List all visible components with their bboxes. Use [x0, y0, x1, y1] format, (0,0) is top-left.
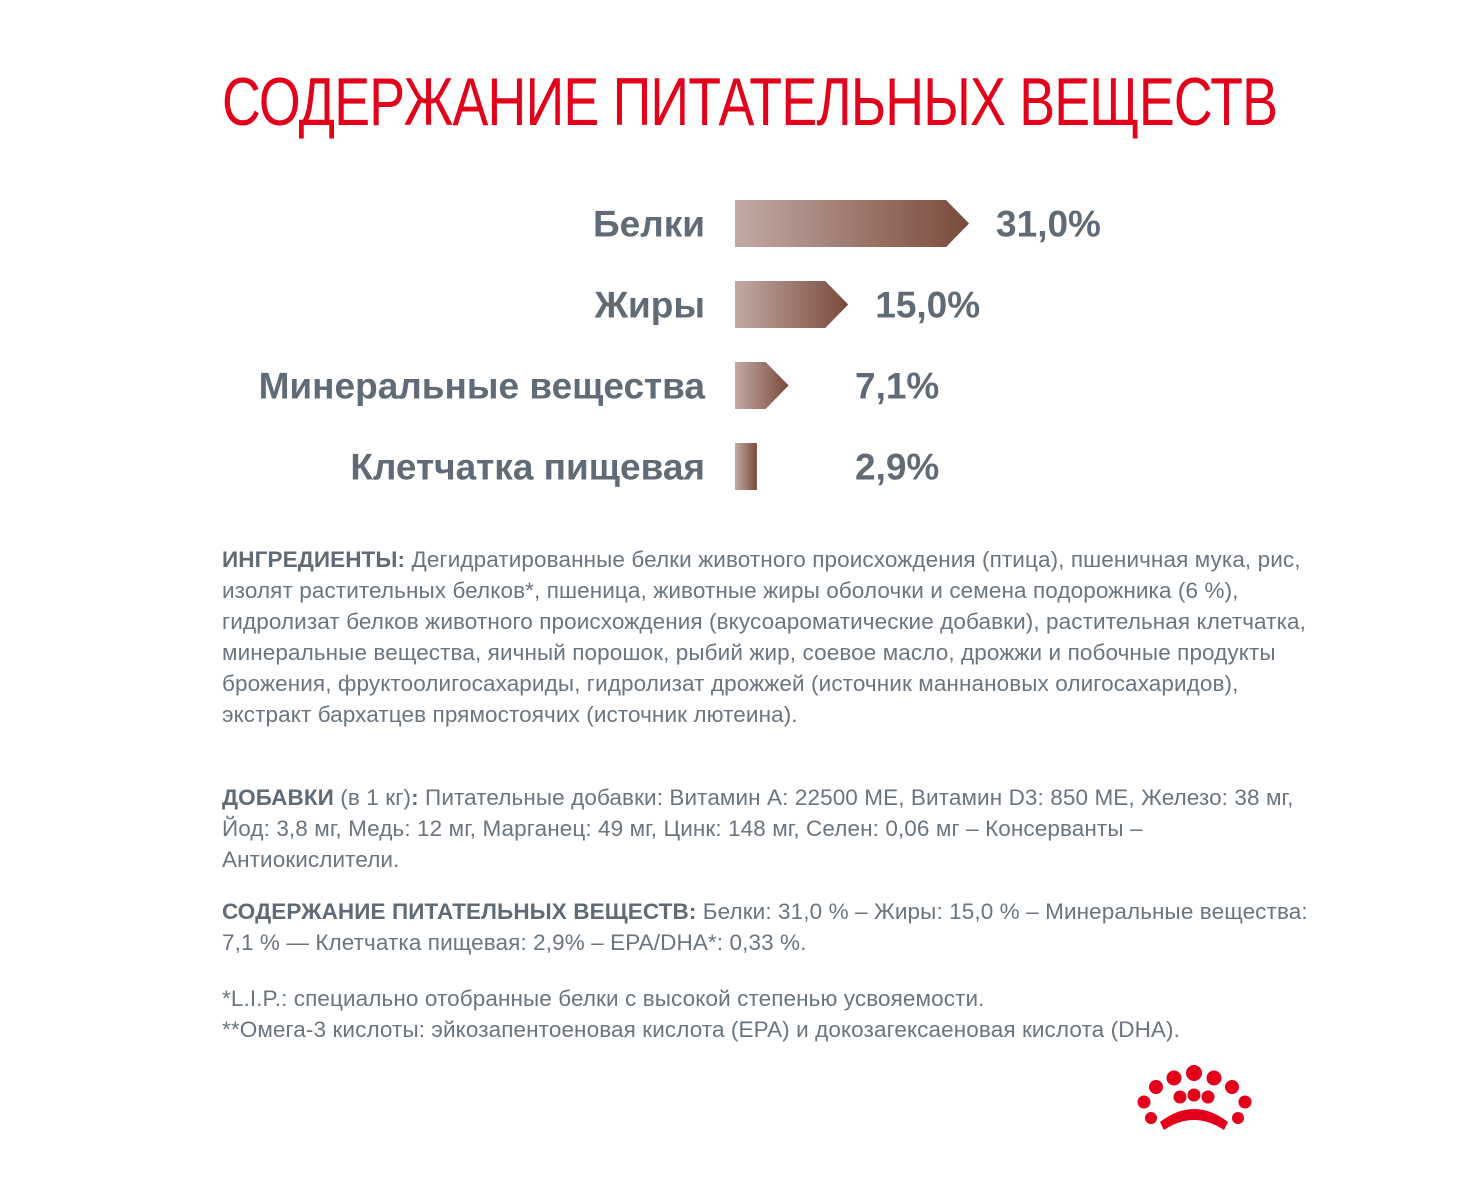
bar-0	[735, 200, 969, 247]
ingredients-text: Дегидратированные белки животного происхождения (птица), пшеничная мука, рис, изолят растительных белков*, пшеница, животные жиры оболочки и семена подорожника (6 %), гидролизат белков животного происхождения (вкусоароматические добавки), растительная клетчатка, минеральные вещества, яичный порошок, рыбий жир, соевое масло, дрожжи и побочные продукты брожения, фруктоолигосахариды, гидролизат дрожжей (источник маннановых олигосахаридов), экстракт бархатцев прямостоячих (источник лютеина).	[222, 547, 1306, 727]
value-label-3: 2,9%	[855, 446, 940, 488]
page-title: СОДЕРЖАНИЕ ПИТАТЕЛЬНЫХ ВЕЩЕСТВ	[222, 64, 1278, 140]
category-label-1: Жиры	[594, 284, 705, 326]
additives-label: ДОБАВКИ	[222, 785, 334, 810]
additives-unit: (в 1 кг)	[333, 785, 412, 810]
bar-1	[735, 281, 848, 328]
additives-text: Питательные добавки: Витамин А: 22500 МЕ, Витамин D3: 850 МЕ, Железо: 38 мг, Йод: 3,8 мг, Медь: 12 мг, Марганец: 49 мг, Цинк: 148 мг, Селен: 0,06 мг – Консерванты – Антиокислители.	[222, 785, 1294, 872]
nutrients-text: Белки: 31,0 % – Жиры: 15,0 % – Минеральные вещества: 7,1 % — Клетчатка пищевая: 2,9% – EPA/DHA*: 0,33 %.	[222, 899, 1308, 955]
ingredients-label: ИНГРЕДИЕНТЫ:	[222, 547, 406, 572]
additives-colon: :	[411, 785, 419, 810]
nutrients-paragraph	[222, 896, 1312, 958]
nutrients-label: СОДЕРЖАНИЕ ПИТАТЕЛЬНЫХ ВЕЩЕСТВ:	[222, 899, 697, 924]
royal-canin-crown-logo-icon	[1128, 1060, 1263, 1135]
value-label-0: 31,0%	[996, 203, 1101, 245]
category-label-0: Белки	[593, 203, 705, 245]
footnotes	[222, 983, 1312, 1045]
bar-3	[735, 443, 757, 490]
nutrient-bar-chart	[0, 0, 1467, 520]
ingredients-paragraph	[222, 544, 1312, 730]
value-label-2: 7,1%	[855, 365, 940, 407]
footnote-lip: *L.I.P.: специально отобранные белки с высокой степенью усвояемости.	[222, 986, 985, 1011]
additives-paragraph	[222, 782, 1312, 875]
category-label-2: Минеральные вещества	[258, 365, 705, 407]
footnote-omega3: **Омега-3 кислоты: эйкозапентоеновая кислота (EPA) и докозагексаеновая кислота (DHA).	[222, 1017, 1180, 1042]
bar-2	[735, 362, 789, 409]
value-label-1: 15,0%	[875, 284, 981, 326]
category-label-3: Клетчатка пищевая	[350, 446, 705, 488]
